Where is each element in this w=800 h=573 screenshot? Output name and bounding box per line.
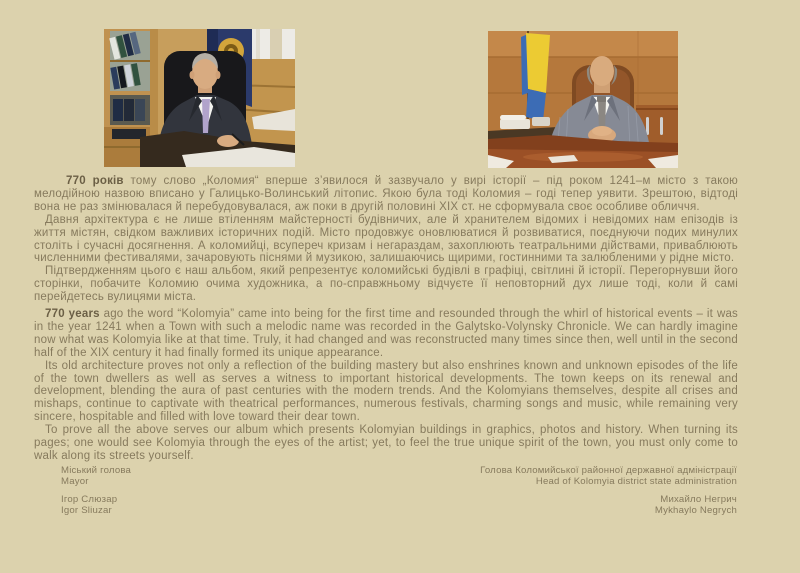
paragraph-en-1-text: ago the word “Kolomyia” came into being for the first time and resounded through the whirl of historical events – it was in the year 1241 when a Town with such a melodic name was recorded in the Galytsko-Volynsky Chronicle. We can hardly imagine now what was Kolomyia like at that time. Truly, it had changed and was reconstructed many times since then, well until in the second half of the XIX century it had finally formed its unique appearance.	[34, 308, 738, 359]
signatures	[61, 465, 737, 516]
mayor-name-en: Igor Sliuzar	[61, 505, 112, 516]
paragraph-uk-2: Давня архітектура є не лише втіленням майстерності будівничих, але й хранителем відомих і невідомих нам епізодів із життя містян, свідком важливих історичних подій. Місто продовжує оновлюватися й розвиватися, поєднуючи подих минулих століть і сучасні досягнення. А коломийці, всупереч кризам і негараздам, захоплюють театральними дійствами, приваблюють численними фестивалями, зачаровують піснями й музикою, залишаючись щирими, гостинними та залюбленими у рідне місто.	[34, 213, 738, 265]
lead-770-years: 770 years	[45, 308, 100, 320]
paragraph-uk-1	[34, 175, 738, 214]
mayor-signature-block	[61, 465, 131, 516]
mayor-photo	[104, 29, 295, 167]
mayor-title-uk: Міський голова	[61, 465, 132, 476]
paragraph-en-1	[34, 308, 738, 360]
administration-head-name-en: Mykhaylo Negrych	[654, 505, 737, 516]
lead-770-rokiv: 770 років	[66, 175, 124, 187]
mayor-title-en: Mayor	[61, 476, 89, 487]
intro-text-english	[34, 308, 738, 463]
administration-head-title-en: Head of Kolomyia district state administration	[535, 476, 737, 487]
mayor-photo-illustration	[104, 29, 295, 167]
paragraph-en-2: Its old architecture proves not only a reflection of the building mastery but also enshrines known and unknown episodes of the life of the town dwellers as well as serves a witness to important historical developments. The town keeps on its renewal and development, blending the aura of past centuries with the modern trends. And the Kolomyians themselves, despite all crises and mishaps, continue to captivate with theatrical performances, numerous festivals, charming songs and music, while remaining very sincere, hospitable and filled with love toward their dear town.	[34, 359, 738, 424]
administration-head-photo	[488, 31, 678, 168]
administration-head-signature-block	[480, 465, 737, 516]
mayor-name-uk: Ігор Слюзар	[61, 494, 118, 505]
paragraph-uk-3: Підтвердженням цього є наш альбом, який репрезентує коломийські будівлі в графіці, світлині й історії. Перегорнувши його сторінки, побачите Коломию очима художника, а по-справжньому відчуєте її неповторний дух лише тоді, коли й самі перейдетесь вулицями міста.	[34, 265, 738, 304]
paragraph-en-3: To prove all the above serves our album which presents Kolomyian buildings in graphics, photos and history. When turning its pages; one would see Kolomyia through the eyes of the artist; yet, to feel the true unique spirit of the town, you must only come to walk along its streets yourself.	[34, 424, 738, 462]
paragraph-uk-1-text: тому слово „Коломия“ вперше з’явилося й зазвучало у вирі історії – під роком 1241–м місто з такою мелодійною назвою вписано у Галицько-Волинський літопис. Якою була тоді Коломия – годі тепер уявити. Зрештою, відтоді вона не раз змінювалася й перебудовувалася, аж поки в другій половині XIX ст. не сформувала своє особливе обличчя.	[34, 175, 738, 213]
administration-head-title-uk: Голова Коломийської районної державної адміністрації	[480, 465, 737, 476]
administration-head-photo-illustration	[488, 31, 678, 168]
administration-head-name-uk: Михайло Негрич	[660, 494, 737, 505]
intro-text-ukrainian	[34, 175, 738, 304]
